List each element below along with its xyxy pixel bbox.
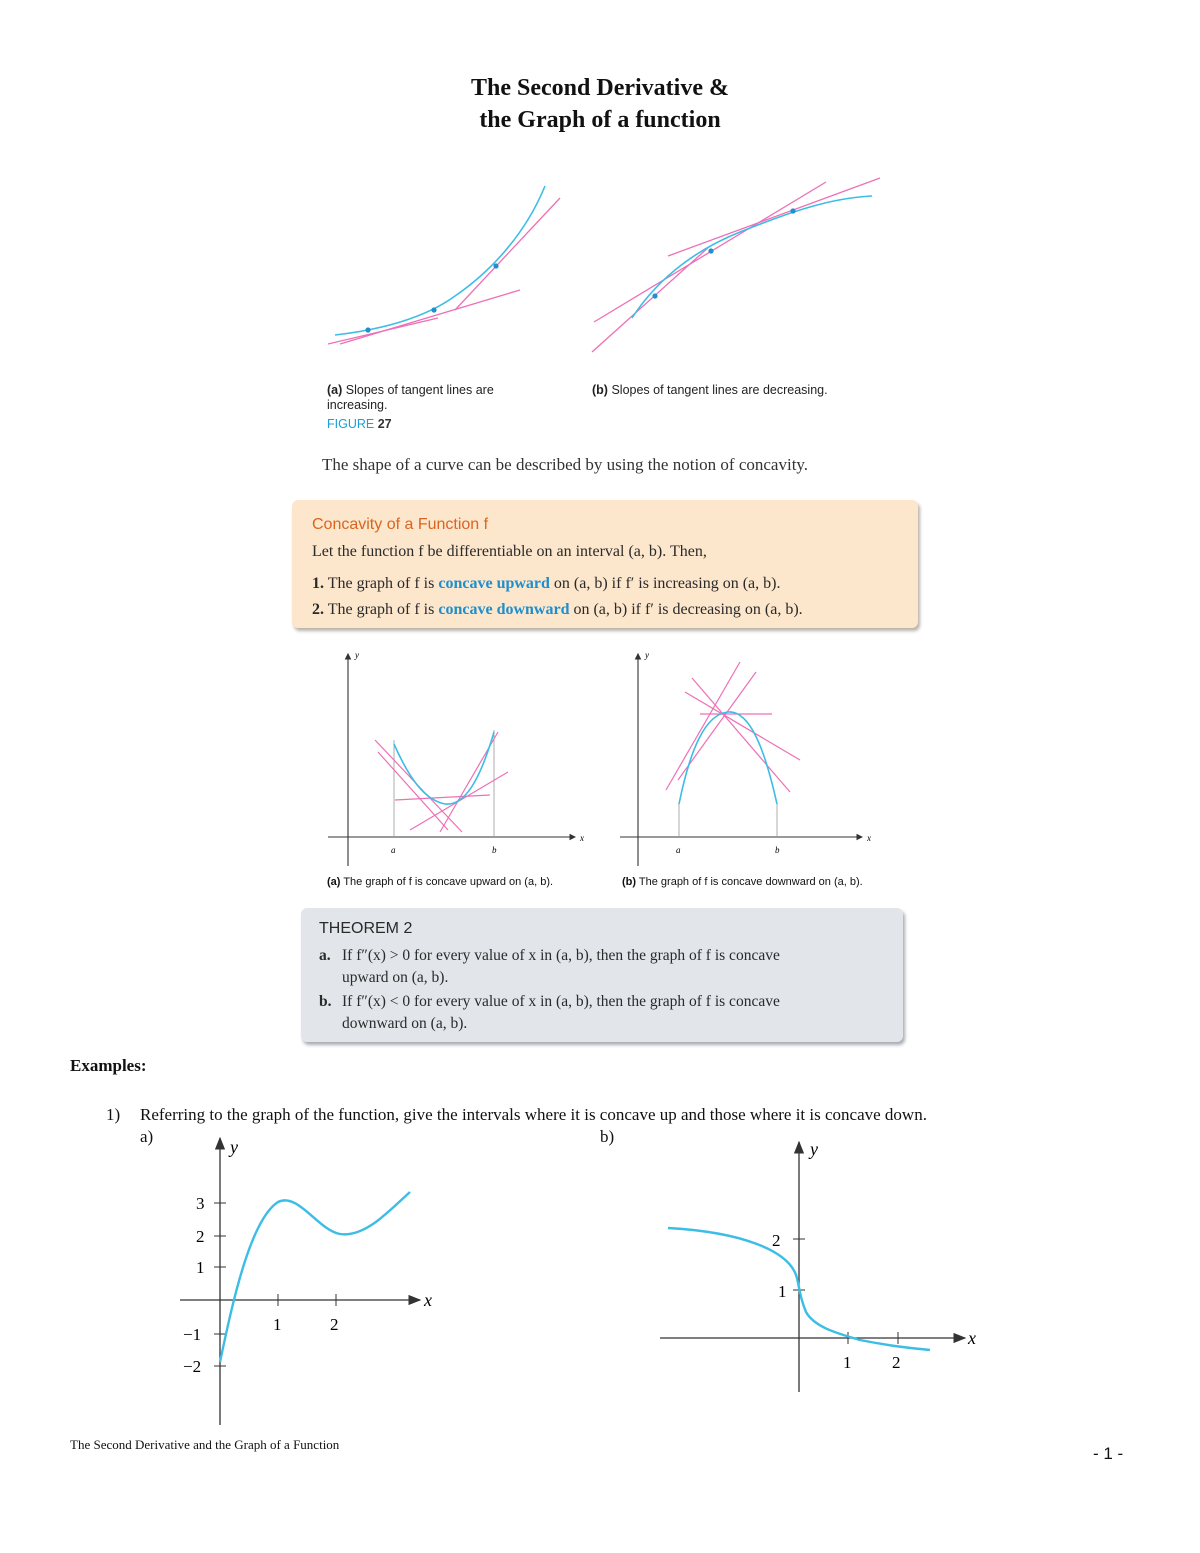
y-axis-label: y — [230, 1137, 238, 1157]
function-curve — [220, 1192, 410, 1362]
figure-28a — [328, 650, 584, 866]
theorem-2-box — [301, 908, 903, 1042]
theorem-part-a-line2: upward on (a, b). — [342, 969, 449, 986]
figure-28-graphics — [0, 640, 1200, 875]
figure-28b — [620, 650, 871, 866]
x-axis-label: x — [867, 833, 871, 843]
concave-up-curve — [335, 186, 545, 335]
x-axis-label: x — [968, 1328, 976, 1348]
caption-label: (a) — [327, 383, 343, 397]
x-tick-label: 1 — [273, 1315, 282, 1334]
item-text: The graph of f is — [327, 575, 435, 592]
x-tick-label: 1 — [843, 1353, 852, 1372]
theorem-part-label: a. — [319, 947, 331, 964]
b-label: b — [492, 845, 497, 855]
page-title: The Second Derivative & — [471, 75, 729, 101]
a-label: a — [676, 845, 681, 855]
y-axis-label: y — [810, 1139, 818, 1159]
y-tick-label: −2 — [183, 1357, 202, 1376]
page-subtitle: the Graph of a function — [479, 107, 721, 133]
y-tick-label: 2 — [196, 1227, 205, 1246]
figure-27a-caption — [327, 383, 494, 413]
caption-text: The graph of f is concave upward on (a, b). — [343, 876, 554, 888]
tangent-line — [666, 662, 740, 790]
tangent-point — [365, 327, 370, 332]
tangent-point — [790, 208, 795, 213]
y-tick-label: 1 — [778, 1282, 787, 1301]
x-tick-label: 2 — [892, 1353, 901, 1372]
tangent-line — [340, 290, 520, 344]
tangent-line — [685, 692, 800, 760]
example-graph-a — [180, 1137, 432, 1425]
x-axis-label: x — [580, 833, 584, 843]
item-number: 2. — [312, 601, 324, 618]
y-tick-label: 1 — [196, 1258, 205, 1277]
tangent-point — [708, 248, 713, 253]
intro-sentence: The shape of a curve can be described by using the notion of concavity. — [322, 455, 809, 474]
concave-down-curve — [632, 196, 872, 318]
theorem-heading: THEOREM 2 — [319, 920, 413, 937]
y-tick-label: 3 — [196, 1194, 205, 1213]
tangent-point — [431, 307, 436, 312]
term-concave-upward: concave upward — [438, 575, 550, 592]
x-tick-label: 2 — [330, 1315, 339, 1334]
item-text: on (a, b) if f′ is increasing on (a, b). — [553, 575, 781, 592]
box-intro-line: Let the function f be differentiable on an interval (a, b). Then, — [312, 543, 707, 560]
caption-text: increasing. — [327, 398, 388, 412]
figure-word: FIGURE — [327, 417, 375, 431]
item-number: 1. — [312, 575, 324, 592]
example-graphs — [0, 1120, 1200, 1430]
caption-text: Slopes of tangent lines are decreasing. — [611, 383, 828, 397]
figure-27b-caption — [592, 383, 828, 398]
question-text: Referring to the graph of the function, give the intervals where it is concave up and those where it is concave down. — [140, 1105, 927, 1124]
x-axis-label: x — [424, 1290, 432, 1310]
concavity-definition-box — [292, 500, 918, 628]
tangent-line — [378, 752, 448, 830]
theorem-part-b-line2: downward on (a, b). — [342, 1015, 468, 1032]
y-tick-label: −1 — [183, 1325, 202, 1344]
caption-text: The graph of f is concave downward on (a, b). — [638, 876, 863, 888]
tangent-point — [493, 263, 498, 268]
tangent-point — [652, 293, 657, 298]
figure-27b — [592, 178, 880, 352]
theorem-part-b-line1: If f″(x) < 0 for every value of x in (a, b), then the graph of f is concave — [342, 993, 780, 1010]
tangent-line — [692, 678, 790, 792]
box-heading: Concavity of a Function f — [312, 516, 489, 533]
definition-item-2 — [312, 601, 803, 619]
figure-number: 27 — [377, 417, 392, 431]
item-text: The graph of f is — [327, 601, 435, 618]
tangent-line — [592, 246, 710, 352]
y-tick-label: 2 — [772, 1231, 781, 1250]
part-a-label: a) — [140, 1127, 154, 1146]
theorem-part-label: b. — [319, 993, 332, 1010]
concave-up-curve — [394, 732, 494, 804]
caption-label: (b) — [592, 383, 608, 397]
caption-text: Slopes of tangent lines are — [345, 383, 494, 397]
page-number: - 1 - — [1093, 1444, 1124, 1463]
footer-title: The Second Derivative and the Graph of a Function — [70, 1437, 340, 1452]
a-label: a — [391, 845, 396, 855]
figure-27-label — [327, 417, 392, 431]
examples-heading: Examples: — [70, 1056, 147, 1075]
figure-27-graphics — [0, 0, 1200, 470]
definition-item-1 — [312, 575, 780, 593]
part-b-label: b) — [600, 1127, 615, 1146]
tangent-line — [395, 795, 490, 800]
figure-27a — [328, 186, 560, 344]
y-axis-label: y — [645, 650, 649, 660]
question-number: 1) — [106, 1105, 121, 1124]
y-axis-label: y — [355, 650, 359, 660]
theorem-part-a-line1: If f″(x) > 0 for every value of x in (a, b), then the graph of f is concave — [342, 947, 780, 964]
figure-28a-caption — [327, 876, 553, 888]
caption-label: (a) — [327, 876, 341, 888]
tangent-line — [668, 178, 880, 256]
b-label: b — [775, 845, 780, 855]
figure-28b-caption — [622, 876, 863, 888]
item-text: on (a, b) if f′ is decreasing on (a, b). — [573, 601, 803, 618]
example-graph-b — [660, 1139, 976, 1392]
caption-label: (b) — [622, 876, 637, 888]
term-concave-downward: concave downward — [438, 601, 570, 618]
